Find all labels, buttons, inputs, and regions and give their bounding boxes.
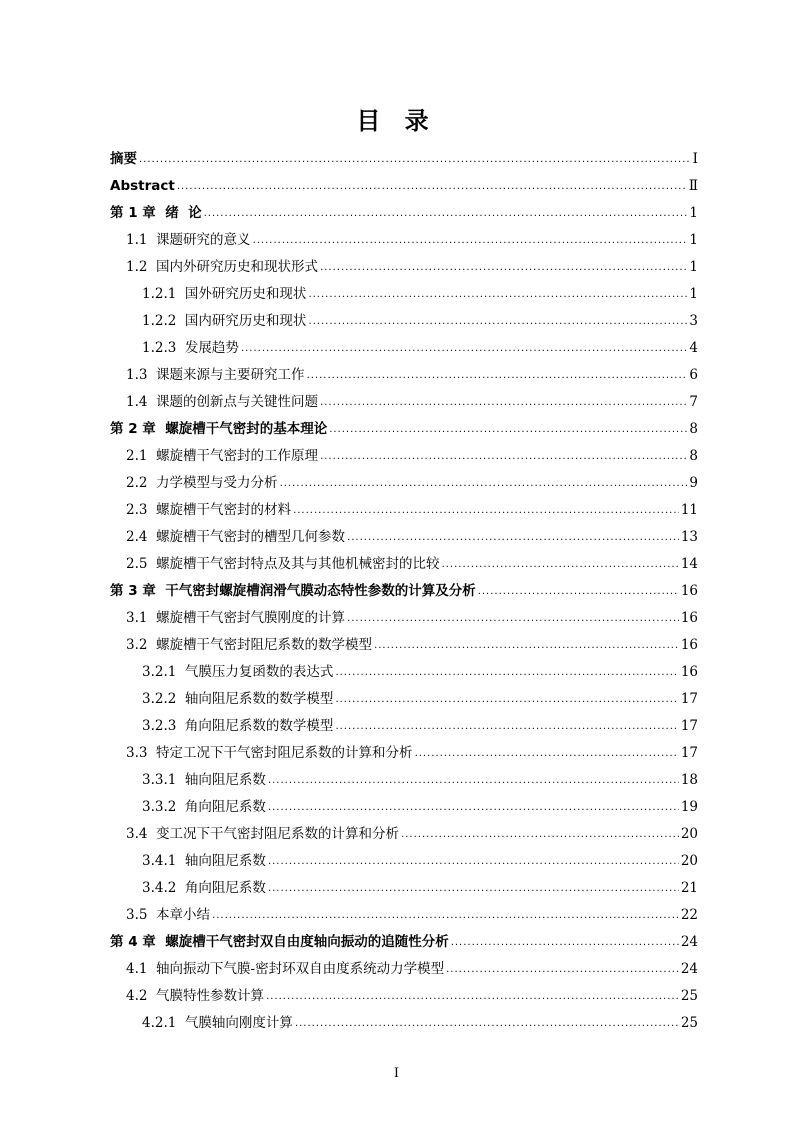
toc-entry[interactable] [110,653,698,680]
dot-leader [266,990,679,1004]
toc-entry-page: 16 [680,664,698,680]
toc-entry-page: 16 [680,637,698,653]
toc-entry[interactable] [110,410,698,437]
dot-leader [442,558,679,572]
toc-entry[interactable] [110,869,698,896]
toc-entry-label: 1.4 课题的创新点与关键性问题 [126,394,319,410]
toc-entry-label: 1.2 国内外研究历史和现状形式 [126,259,319,275]
toc-entry-label: 4.2 气膜特性参数计算 [126,988,265,1004]
dot-leader [446,963,679,977]
dot-leader [335,666,678,680]
dot-leader [335,693,678,707]
toc-entry-label: 3.3 特定工况下干气密封阻尼系数的计算和分析 [126,745,413,761]
toc-entry-page: 9 [689,475,698,491]
toc-entry[interactable] [110,140,698,167]
toc-entry-label: 2.3 螺旋槽干气密封的材料 [126,502,292,518]
dot-leader [268,774,679,788]
toc-entry[interactable] [110,518,698,545]
toc-entry[interactable] [110,761,698,788]
toc-entry-page: 3 [689,313,698,329]
toc-entry-label: 摘要 [110,151,137,167]
toc-entry-page: 19 [680,799,698,815]
toc-entry-page: 17 [680,691,698,707]
toc-entry[interactable] [110,491,698,518]
toc-entry-label: 3.2.3 角向阻尼系数的数学模型 [142,718,334,734]
dot-leader [401,828,679,842]
toc-entry-page: 6 [689,367,698,383]
dot-leader [268,855,679,869]
toc-entry[interactable] [110,707,698,734]
dot-leader [139,153,691,167]
toc-entry-page: 4 [689,340,698,356]
toc-entry-label: 3.3.2 角向阻尼系数 [142,799,266,815]
toc-entry[interactable] [110,545,698,572]
toc-entry-page: 14 [680,556,698,572]
toc-entry-label: 3.4 变工况下干气密封阻尼系数的计算和分析 [126,826,400,842]
toc-entry-label: 3.2.1 气膜压力复函数的表达式 [142,664,334,680]
toc-entry[interactable] [110,842,698,869]
toc-entry-label: 1.2.2 国内研究历史和现状 [142,313,307,329]
toc-entry-page: Ⅱ [688,178,698,194]
toc-entry[interactable] [110,815,698,842]
toc-entry-label: 1.2.1 国外研究历史和现状 [142,286,307,302]
page-number: I [393,1066,400,1081]
dot-leader [212,909,679,923]
toc-entry-page: 25 [680,988,698,1004]
toc-entry[interactable] [110,950,698,977]
toc-entry-page: 16 [680,583,698,599]
toc-entry[interactable] [110,923,698,950]
toc-entry-label: 1.3 课题来源与主要研究工作 [126,367,305,383]
toc-entry-page: 20 [680,826,698,842]
dot-leader [241,342,687,356]
toc-entry-label: 第 3 章 干气密封螺旋槽润滑气膜动态特性参数的计算及分析 [110,583,476,599]
toc-entry-label: 3.4.2 角向阻尼系数 [142,880,266,896]
toc-entry[interactable] [110,1004,698,1031]
dot-leader [320,396,687,410]
toc-entry-page: 21 [680,880,698,896]
toc-entry-label: 2.5 螺旋槽干气密封特点及其与其他机械密封的比较 [126,556,440,572]
dot-leader [308,315,687,329]
toc-entry-page: 13 [680,529,698,545]
toc-entry[interactable] [110,302,698,329]
toc-entry[interactable] [110,275,698,302]
dot-leader [204,207,688,221]
toc-entry-label: 3.4.1 轴向阻尼系数 [142,853,266,869]
toc-entry[interactable] [110,626,698,653]
dot-leader [415,747,679,761]
toc-entry-page: 17 [680,745,698,761]
toc-entry-label: 2.4 螺旋槽干气密封的槽型几何参数 [126,529,346,545]
toc-entry-page: 24 [680,934,698,950]
toc-entry-label: 3.3.1 轴向阻尼系数 [142,772,266,788]
dot-leader [347,612,679,626]
toc-entry-page: 11 [680,502,698,518]
toc-entry-label: 3.1 螺旋槽干气密封气膜刚度的计算 [126,610,346,626]
toc-entry-page: 8 [689,421,698,437]
dot-leader [268,801,679,815]
toc-entry-page: 20 [680,853,698,869]
toc-entry-label: 3.2.2 轴向阻尼系数的数学模型 [142,691,334,707]
toc-entry-page: Ⅰ [692,151,698,167]
toc-entry-label: 第 1 章 绪 论 [110,205,202,221]
toc-entry-label: 第 2 章 螺旋槽干气密封的基本理论 [110,421,328,437]
toc-entry-page: 1 [689,205,698,221]
toc-entry[interactable] [110,680,698,707]
toc-entry-label: 4.2.1 气膜轴向刚度计算 [142,1015,293,1031]
toc-entry[interactable] [110,977,698,1004]
toc-entry[interactable] [110,599,698,626]
toc-entry-page: 22 [680,907,698,923]
dot-leader [253,234,688,248]
toc-entry[interactable] [110,572,698,599]
toc-entry[interactable] [110,221,698,248]
dot-leader [320,450,687,464]
toc-entry[interactable] [110,383,698,410]
dot-leader [451,936,679,950]
toc-entry-label: 4.1 轴向振动下气膜-密封环双自由度系统动力学模型 [126,961,445,977]
toc-entry[interactable] [110,896,698,923]
page-title: 目 录 [356,107,437,135]
toc-entry-page: 24 [680,961,698,977]
toc-entry-label: 3.5 本章小结 [126,907,211,923]
toc-entry[interactable] [110,437,698,464]
toc-entry-label: Abstract [110,178,175,194]
toc-entry[interactable] [110,329,698,356]
dot-leader [295,1017,679,1031]
toc-entry[interactable] [110,734,698,761]
toc-entry-page: 1 [689,232,698,248]
toc-entry-page: 16 [680,610,698,626]
table-of-contents [110,140,698,1031]
toc-entry-label: 2.2 力学模型与受力分析 [126,475,278,491]
toc-entry-label: 2.1 螺旋槽干气密封的工作原理 [126,448,319,464]
toc-entry-page: 17 [680,718,698,734]
toc-entry-label: 3.2 螺旋槽干气密封阻尼系数的数学模型 [126,637,373,653]
toc-entry-page: 18 [680,772,698,788]
toc-entry-page: 1 [689,259,698,275]
toc-entry[interactable] [110,194,698,221]
toc-entry[interactable] [110,464,698,491]
toc-entry[interactable] [110,167,698,194]
dot-leader [374,639,679,653]
dot-leader [177,180,687,194]
dot-leader [268,882,679,896]
dot-leader [293,504,679,518]
dot-leader [307,369,688,383]
dot-leader [347,531,679,545]
dot-leader [320,261,687,275]
toc-entry-page: 8 [689,448,698,464]
dot-leader [478,585,679,599]
toc-entry[interactable] [110,248,698,275]
toc-entry-label: 第 4 章 螺旋槽干气密封双自由度轴向振动的追随性分析 [110,934,449,950]
toc-entry[interactable] [110,356,698,383]
toc-entry[interactable] [110,788,698,815]
dot-leader [308,288,687,302]
dot-leader [329,423,687,437]
toc-entry-label: 1.1 课题研究的意义 [126,232,251,248]
toc-entry-page: 25 [680,1015,698,1031]
dot-leader [335,720,678,734]
toc-entry-page: 7 [689,394,698,410]
toc-entry-page: 1 [689,286,698,302]
toc-entry-label: 1.2.3 发展趋势 [142,340,239,356]
dot-leader [280,477,688,491]
